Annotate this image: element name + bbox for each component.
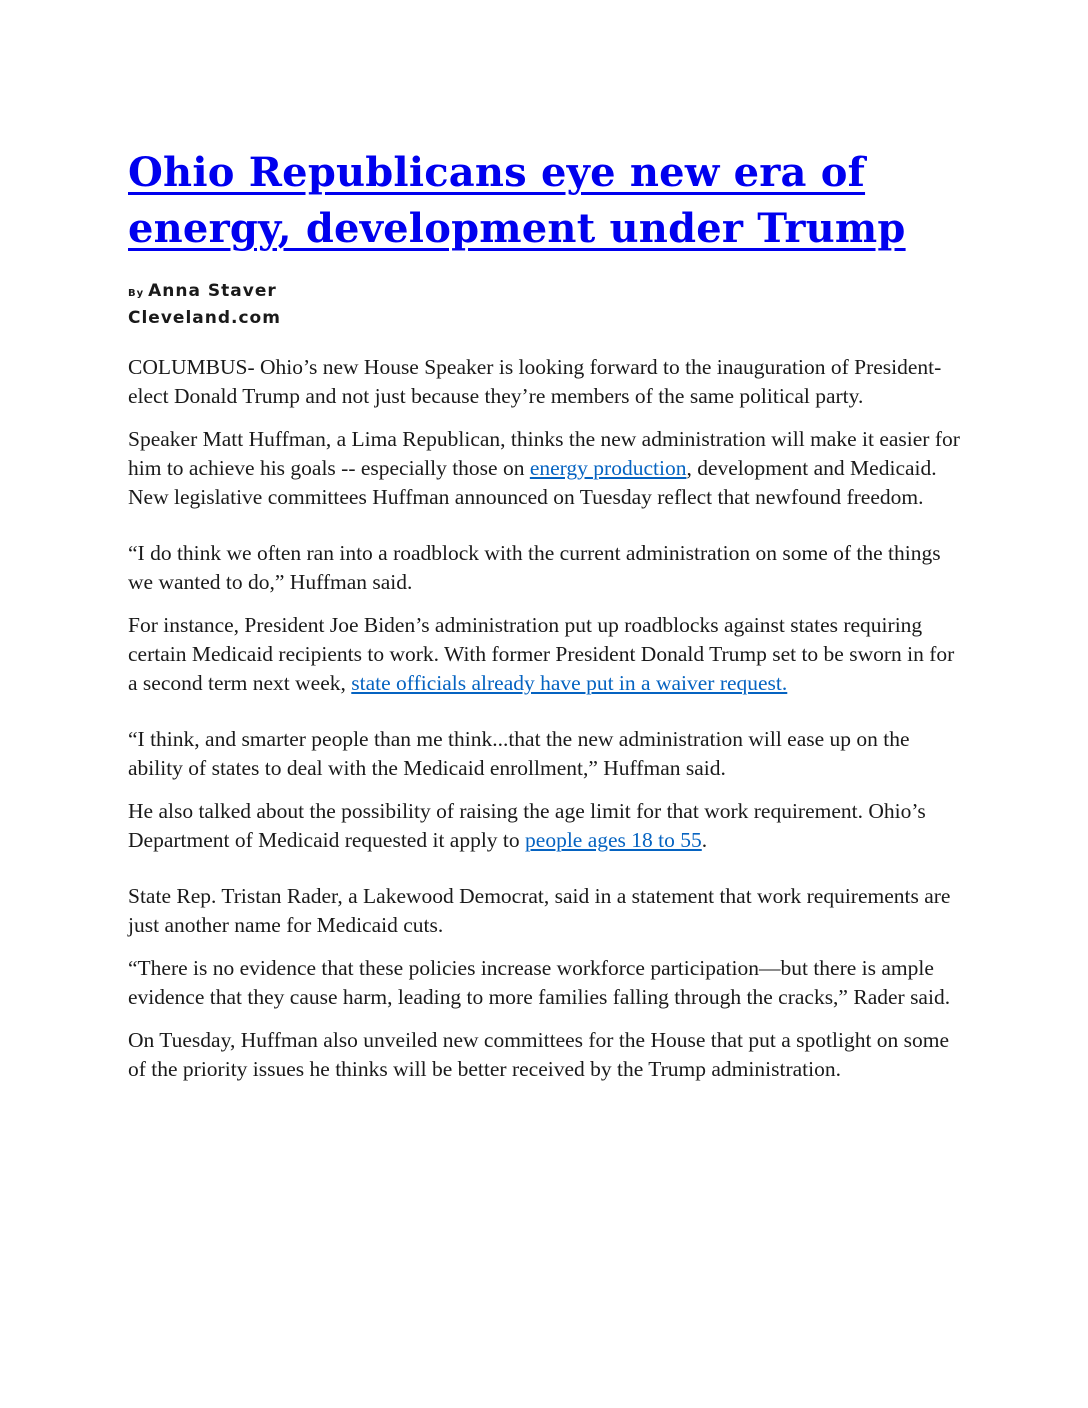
- byline-prefix: By: [128, 288, 145, 299]
- paragraph-1: COLUMBUS- Ohio’s new House Speaker is looking forward to the inauguration of President-elect Donald Trump and not just because they’re members of the same political party.: [128, 355, 942, 408]
- article-body: [128, 353, 968, 1084]
- paragraph-6-text-a: He also talked about the possibility of raising the age limit for that work requirement. Ohio’s Department of Medicaid requested it apply to: [128, 799, 926, 852]
- author-name: Anna Staver: [148, 281, 277, 301]
- waiver-request-link[interactable]: state officials already have put in a waiver request.: [351, 671, 788, 695]
- energy-production-link[interactable]: energy production: [529, 456, 687, 480]
- paragraph-7: State Rep. Tristan Rader, a Lakewood Democrat, said in a statement that work requirements are just another name for Medicaid cuts.: [128, 884, 951, 937]
- paragraph-6: [128, 797, 968, 855]
- paragraph-4-text-a: For instance, President Joe Biden’s administration put up roadblocks against states requiring certain Medicaid recipients to work. With former President Donald Trump set to be sworn in for a second term next week,: [128, 613, 955, 695]
- paragraph-2: [128, 425, 968, 512]
- source-name: Cleveland.com: [128, 308, 281, 328]
- article: [128, 145, 968, 1098]
- paragraph-4: [128, 611, 968, 698]
- paragraph-2-text-a: Speaker Matt Huffman, a Lima Republican, thinks the new administration will make it easier for him to achieve his goals -- especially those on: [128, 427, 960, 480]
- paragraph-6-text-b: .: [701, 828, 708, 852]
- paragraph-3: “I do think we often ran into a roadblock with the current administration on some of the things we wanted to do,” Huffman said.: [128, 541, 941, 594]
- headline: [128, 145, 968, 257]
- headline-link[interactable]: Ohio Republicans eye new era of energy, development under Trump: [128, 149, 906, 252]
- paragraph-9: On Tuesday, Huffman also unveiled new committees for the House that put a spotlight on some of the priority issues he thinks will be better received by the Trump administration.: [128, 1028, 950, 1081]
- byline: [128, 279, 968, 331]
- paragraph-8: “There is no evidence that these policies increase workforce participation—but there is ample evidence that they cause harm, leading to more families falling through the cracks,” Rader said.: [128, 956, 951, 1009]
- paragraph-2-text-b: , development and Medicaid. New legislative committees Huffman announced on Tuesday reflect that newfound freedom.: [128, 456, 937, 509]
- paragraph-5: “I think, and smarter people than me think...that the new administration will ease up on the ability of states to deal with the Medicaid enrollment,” Huffman said.: [128, 727, 910, 780]
- people-ages-link[interactable]: people ages 18 to 55: [525, 828, 702, 852]
